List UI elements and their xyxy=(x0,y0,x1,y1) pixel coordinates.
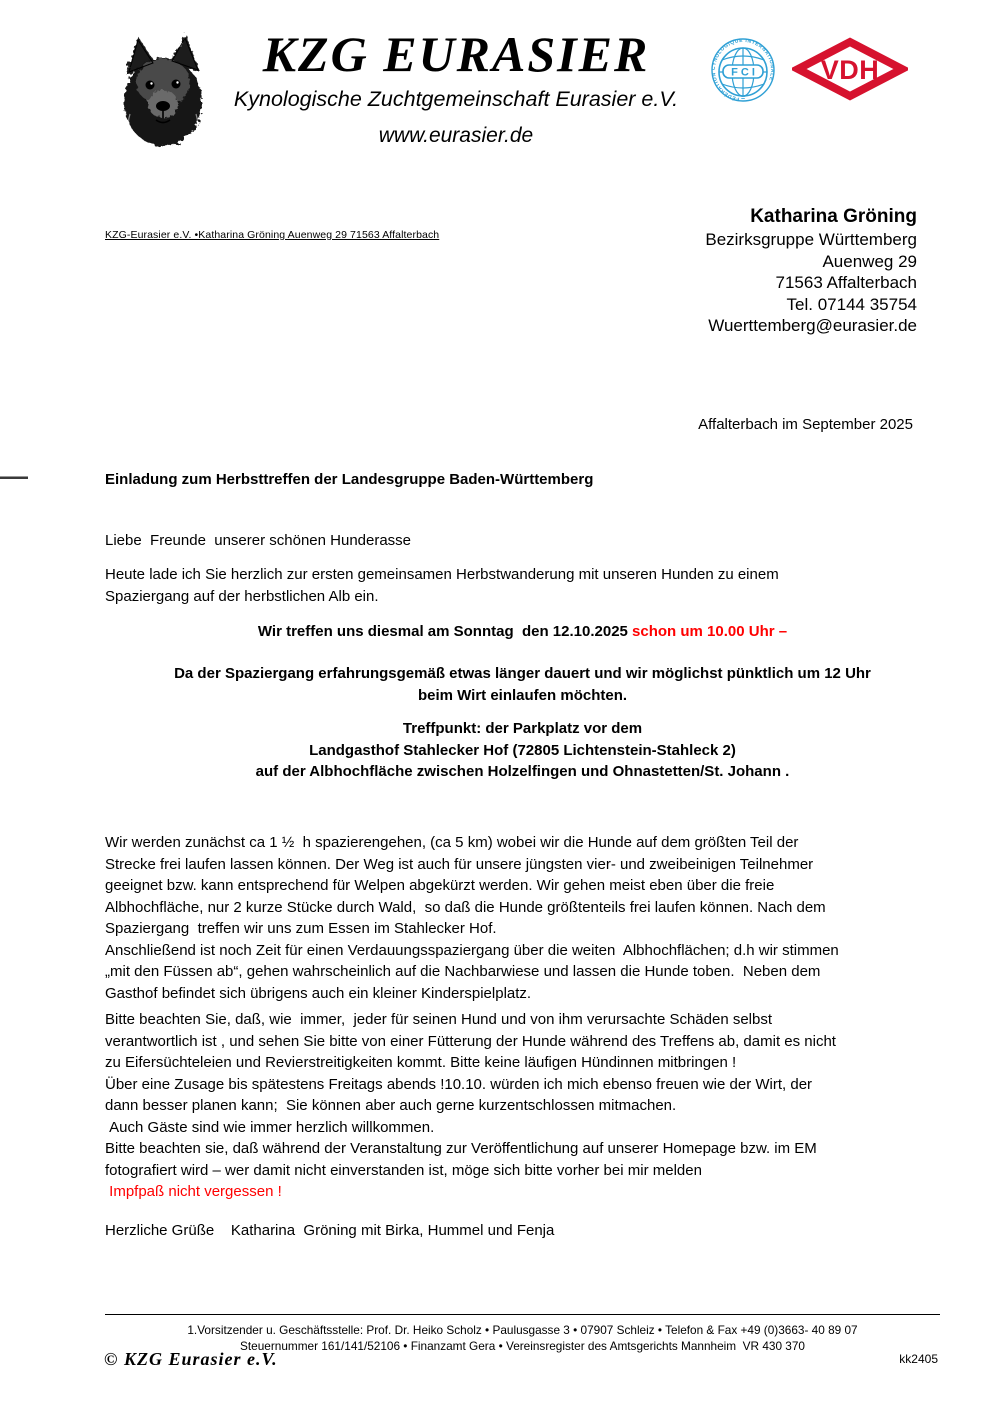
intro-paragraph xyxy=(105,564,779,607)
dateline: Affalterbach im September 2025 xyxy=(698,416,913,433)
meeting-time-line xyxy=(105,621,940,643)
org-title: KZG EURASIER xyxy=(262,26,650,82)
notes-line: Über eine Zusage bis spätestens Freitags abends !10.10. würden ich mich ebenso freuen wie der Wirt, der xyxy=(105,1075,813,1093)
notes-line: Auch Gäste sind wie immer herzlich willkommen. xyxy=(105,1118,435,1136)
walk-line: „mit den Füssen ab“, gehen wahrscheinlich auf die Nachbarwiese und lassen die Hunde toben. Neben dem xyxy=(105,963,821,980)
notes-line: dann besser planen kann; Sie können aber auch gerne kurzentschlossen mitmachen. xyxy=(105,1097,677,1114)
walk-line: Anschließend ist noch Zeit für einen Verdauungsspaziergang über die weiten Albhochflächen; d.h wir stimmen xyxy=(105,941,839,959)
footer-divider xyxy=(105,1314,940,1315)
notes-line: fotografiert wird – wer damit nicht einverstanden ist, möge sich bitte vorher bei mir melden xyxy=(105,1161,702,1179)
fci-logo-icon xyxy=(710,36,776,104)
contact-group: Bezirksgruppe Württemberg xyxy=(705,230,917,249)
vdh-logo-icon xyxy=(792,37,908,101)
footer-copyright: © KZG Eurasier e.V. xyxy=(104,1349,278,1369)
walk-line: geeignet bzw. kann entsprechend für Welpen abgekürzt werden. Wir gehen meist eben über die freie xyxy=(105,877,775,894)
contact-name: Katharina Gröning xyxy=(750,206,917,227)
duration-line: Da der Spaziergang erfahrungsgemäß etwas länger dauert und wir möglichst pünktlich um 12 Uhr xyxy=(174,665,871,682)
meeting-time-black: Wir treffen uns diesmal am Sonntag den 12.10.2025 xyxy=(257,623,633,640)
salutation: Liebe Freunde unserer schönen Hunderasse xyxy=(105,532,412,549)
contact-phone: Tel. 07144 35754 xyxy=(786,294,917,314)
org-header xyxy=(230,26,682,148)
org-subtitle: Kynologische Zuchtgemeinschaft Eurasier e.V. xyxy=(233,87,679,111)
walk-line: Gasthof befindet sich übrigens auch ein kleiner Kinderspielplatz. xyxy=(105,984,532,1002)
meeting-point-line: Treffpunkt: der Parkplatz vor dem xyxy=(402,720,643,737)
meeting-point-block xyxy=(105,718,940,783)
duration-line: beim Wirt einlaufen möchten. xyxy=(417,686,628,704)
footer-contact-line: 1.Vorsitzender u. Geschäftsstelle: Prof. Dr. Heiko Scholz • Paulusgasse 3 • 07907 Schleiz • Telefon & Fax +49 (0)3663- 40 89 07 xyxy=(187,1323,858,1337)
walk-line: Albhochfläche, nur 2 kurze Stücke durch Wald, so daß die Hunde größtenteils frei laufen können. Nach dem xyxy=(105,898,826,916)
meeting-point-line: Landgasthof Stahlecker Hof (72805 Lichtenstein-Stahleck 2) xyxy=(309,741,736,759)
duration-note xyxy=(105,663,940,706)
notes-line: verantwortlich ist , und sehen Sie bitte von einer Fütterung der Hunde während des Treffens ab, damit es nicht xyxy=(105,1032,836,1050)
eurasier-dog-icon xyxy=(116,30,210,148)
footer-code: kk2405 xyxy=(899,1352,938,1366)
sender-line: KZG-Eurasier e.V. •Katharina Gröning Auenweg 29 71563 Affalterbach xyxy=(105,229,440,241)
notes-paragraph xyxy=(105,1009,836,1181)
org-website-link[interactable]: www.eurasier.de xyxy=(378,124,534,147)
contact-city: 71563 Affalterbach xyxy=(775,273,917,292)
notes-line: Bitte beachten sie, daß während der Veranstaltung zur Veröffentlichung auf unserer Homepage bzw. im EM xyxy=(105,1140,817,1157)
vaccination-note: Impfpaß nicht vergessen ! xyxy=(105,1183,282,1200)
fold-mark xyxy=(0,476,28,479)
contact-email[interactable]: Wuerttemberg@eurasier.de xyxy=(708,316,917,335)
footer-register-line: Steuernummer 161/141/52106 • Finanzamt Gera • Vereinsregister des Amtsgerichts Mannheim VR 430 370 xyxy=(240,1339,805,1353)
intro-line: Spaziergang auf der herbstlichen Alb ein. xyxy=(105,587,379,605)
meeting-time-red: schon um 10.00 Uhr – xyxy=(632,623,788,640)
walk-paragraph xyxy=(105,832,839,1004)
contact-street: Auenweg 29 xyxy=(822,251,917,271)
walk-line: Wir werden zunächst ca 1 ½ h spazierengehen, (ca 5 km) wobei wir die Hunde auf dem größten Teil der xyxy=(105,834,799,851)
notes-line: zu Eifersüchteleien und Revierstreitigkeiten kommt. Bitte keine läufigen Hündinnen mitbringen ! xyxy=(105,1054,737,1071)
fci-label: F C I xyxy=(731,66,755,79)
fci-mark: = xyxy=(740,95,746,102)
signoff: Herzliche Grüße Katharina Gröning mit Birka, Hummel und Fenja xyxy=(105,1222,555,1239)
subject-line: Einladung zum Herbsttreffen der Landesgruppe Baden-Württemberg xyxy=(105,471,594,488)
fci-ring-text: FÉDÉRATION CYNOLOGIQUE INTERNATIONALE xyxy=(710,37,776,102)
vdh-label: VDH xyxy=(820,55,880,85)
contact-block xyxy=(705,205,917,337)
notes-line: Bitte beachten Sie, daß, wie immer, jeder für seinen Hund und von ihm verursachte Schäden selbst xyxy=(105,1011,773,1028)
walk-line: Strecke frei laufen lassen können. Der Weg ist auch für unsere jüngsten vier- und zweibeinigen Teilnehmer xyxy=(105,855,814,873)
intro-line: Heute lade ich Sie herzlich zur ersten gemeinsamen Herbstwanderung mit unseren Hunden zu einem xyxy=(105,566,779,583)
walk-line: Spaziergang treffen wir uns zum Essen im Stahlecker Hof. xyxy=(105,920,497,937)
meeting-point-line: auf der Albhochfläche zwischen Holzelfingen und Ohnastetten/St. Johann . xyxy=(255,763,790,780)
